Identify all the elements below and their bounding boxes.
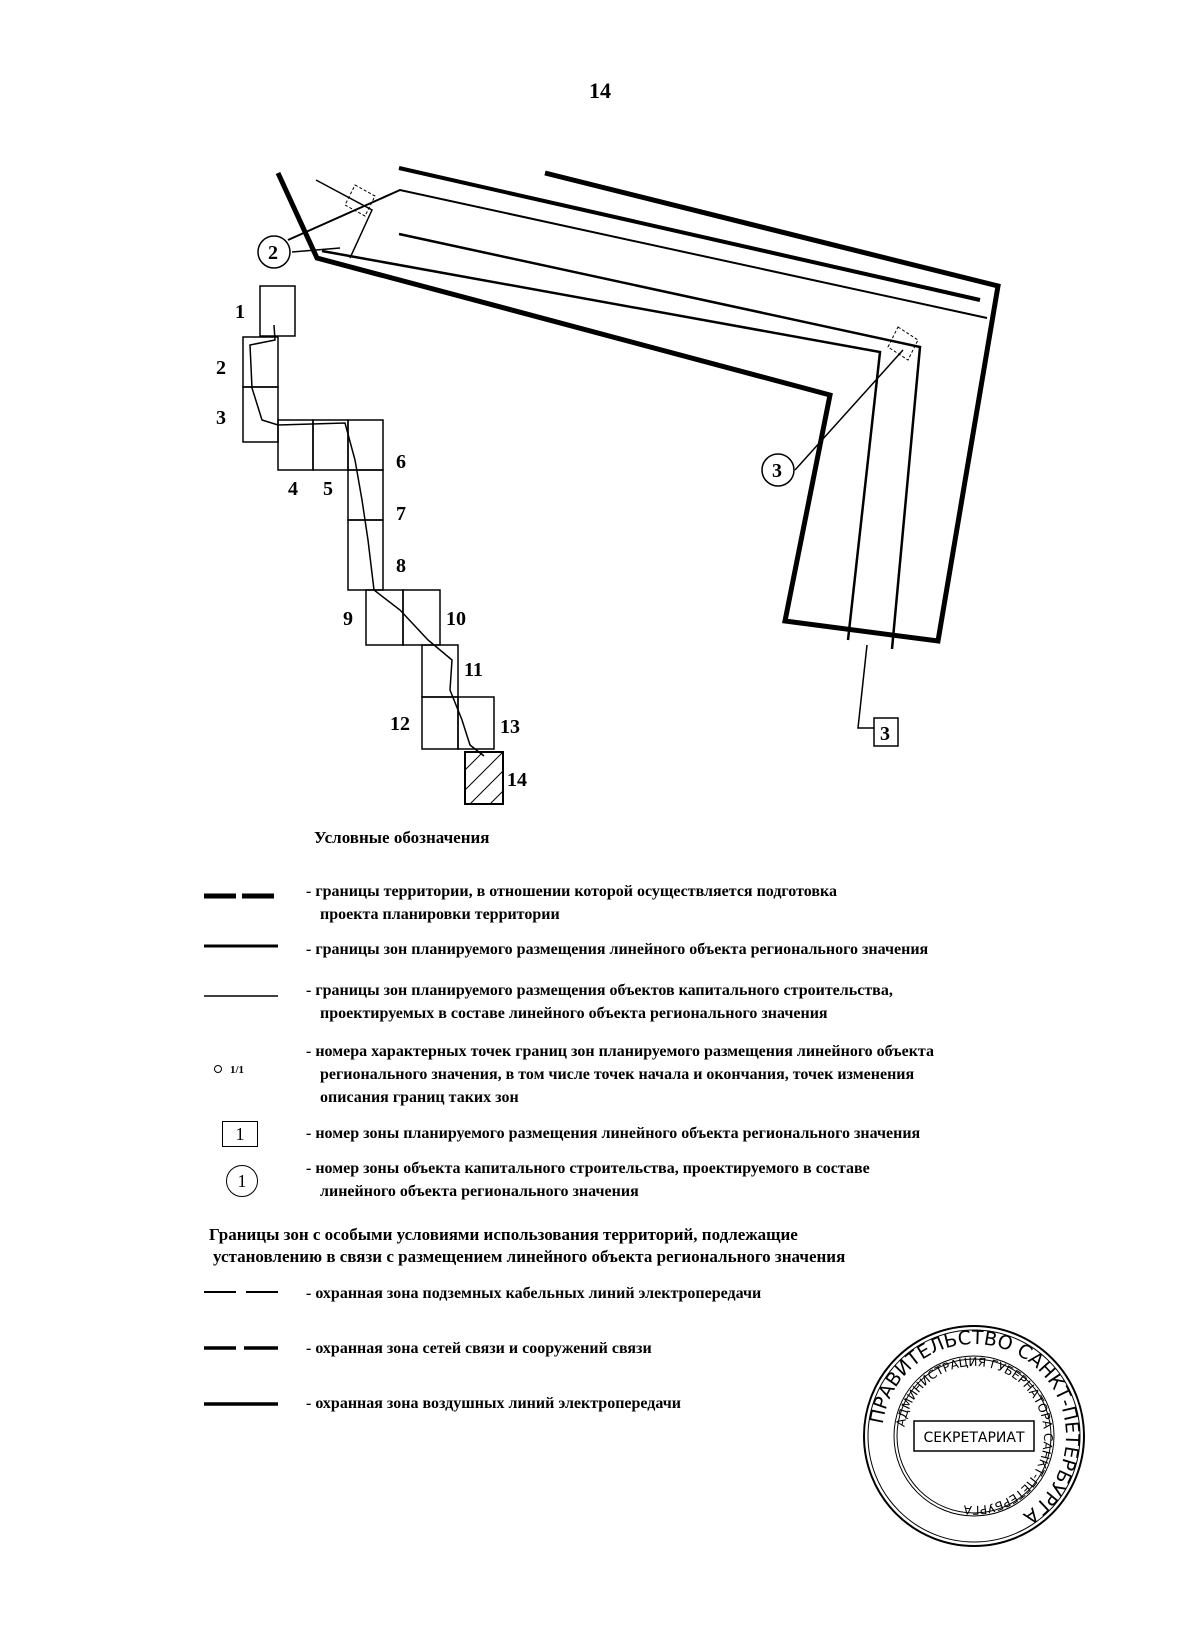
legend-text-line1: - номера характерных точек границ зон планируемого размещения линейного объекта	[306, 1043, 934, 1060]
special-zones-caption	[209, 1224, 1009, 1268]
legend-text-line2: линейного объекта регионального значения	[320, 1183, 639, 1200]
thick-solid-line-symbol	[200, 1392, 290, 1432]
thick-dashed-line-symbol	[200, 880, 290, 920]
zone-boundary-inner-2	[399, 234, 920, 649]
sheet-number-4: 4	[288, 478, 298, 500]
zone-number-circle-symbol: 1	[200, 1157, 290, 1197]
legend-item-capital-construction-zone-boundary	[200, 979, 1080, 1049]
zone-circle-3-label: 3	[772, 460, 782, 482]
sheet-number-11: 11	[464, 659, 483, 681]
sheet-number-1: 1	[235, 301, 245, 323]
legend-text-line2: проекта планировки территории	[320, 906, 560, 923]
special-zones-caption-line1: Границы зон с особыми условиями использования территорий, подлежащие	[209, 1225, 798, 1244]
legend-text-line2: регионального значения, в том числе точек начала и окончания, точек изменения	[320, 1066, 915, 1083]
seal-center-text: СЕКРЕТАРИАТ	[923, 1430, 1025, 1446]
sheet-number-2: 2	[216, 357, 226, 379]
point-number-symbol	[200, 1064, 290, 1104]
sheet-number-7: 7	[396, 503, 406, 525]
leader-circle-3	[795, 350, 903, 470]
sheet-number-3: 3	[216, 407, 226, 429]
legend-text-line1: - охранная зона воздушных линий электропередачи	[306, 1395, 681, 1412]
point-marker-square-a	[345, 185, 375, 216]
legend-text-line2: проектируемых в составе линейного объекта регионального значения	[320, 1005, 828, 1022]
leader-box-3	[858, 645, 874, 728]
sheet-number-10: 10	[446, 608, 466, 630]
zone-number-box-symbol: 1	[200, 1121, 290, 1161]
legend-text-line1: - границы зон планируемого размещения линейного объекта регионального значения	[306, 941, 929, 958]
legend-title: Условные обозначения	[314, 828, 490, 847]
zone-box-3-label: 3	[880, 723, 890, 745]
legend-text-line1: - охранная зона подземных кабельных линий электропередачи	[306, 1285, 762, 1302]
thick-dashed-line-symbol	[200, 1337, 290, 1377]
legend-item-capital-object-zone-number	[200, 1157, 1080, 1227]
sheet-number-12: 12	[390, 713, 410, 735]
thin-solid-line-symbol	[200, 979, 290, 1019]
sheet-number-14: 14	[507, 769, 527, 791]
dashed-line-symbol	[200, 1282, 290, 1322]
special-zones-caption-line2: установлению в связи с размещением линейного объекта регионального значения	[213, 1247, 846, 1266]
sheet-number-9: 9	[343, 608, 353, 630]
zone-boundary-inner-1	[322, 251, 880, 640]
legend-item-characteristic-point-numbers	[200, 1040, 1080, 1118]
page-number: 14	[589, 78, 611, 103]
official-seal	[859, 1321, 1089, 1551]
legend-text-line3: описания границ таких зон	[320, 1089, 519, 1106]
sheet-number-13: 13	[500, 716, 520, 738]
route-line	[250, 325, 484, 756]
thick-solid-line-symbol	[200, 938, 290, 978]
sheet-14-hatch	[465, 752, 503, 804]
zone-boundary-upper	[288, 190, 987, 318]
point-number-label: 1/1	[230, 1064, 245, 1076]
seal-outer-text: ПРАВИТЕЛЬСТВО САНКТ-ПЕТЕРБУРГА	[865, 1326, 1084, 1529]
legend-text-line1: - границы зон планируемого размещения объектов капитального строительства,	[306, 982, 893, 999]
legend-item-underground-cable-zone	[200, 1282, 1080, 1322]
zone-boundary-leader	[316, 180, 372, 258]
seal-inner-text: АДМИНИСТРАЦИЯ ГУБЕРНАТОРА САНКТ-ПЕТЕРБУРГА	[893, 1354, 1056, 1518]
sheet-number-8: 8	[396, 555, 406, 577]
zone-circle-2-label: 2	[268, 242, 278, 264]
territory-boundary-line	[278, 173, 998, 641]
sheet-grid	[243, 286, 494, 749]
legend-text-line1: - охранная зона сетей связи и сооружений связи	[306, 1340, 652, 1357]
legend-text-line1: - номер зоны объекта капитального строительства, проектируемого в составе	[306, 1160, 870, 1177]
sheet-number-6: 6	[396, 451, 406, 473]
legend-text-line1: - границы территории, в отношении которой осуществляется подготовка	[306, 883, 837, 900]
legend-text-line1: - номер зоны планируемого размещения линейного объекта регионального значения	[306, 1125, 921, 1142]
sheet-number-5: 5	[323, 478, 333, 500]
